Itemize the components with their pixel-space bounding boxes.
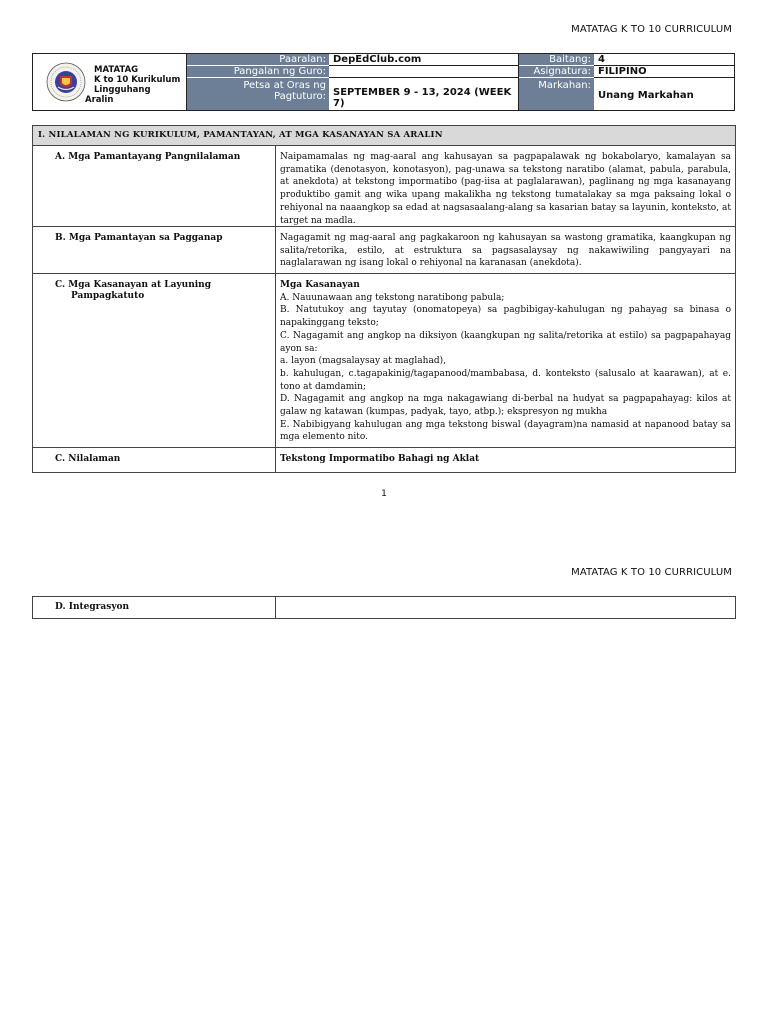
row-content [276, 274, 735, 447]
table-row-kasanayan [33, 274, 735, 448]
list-item: a. layon (magsalaysay at maglahad), [280, 356, 446, 367]
section-heading: I. NILALAMAN NG KURIKULUM, PAMANTAYAN, AT MGA KASANAYAN SA ARALIN [33, 126, 735, 146]
brand-line-4: Aralin [85, 95, 114, 105]
brand-line-3: Lingguhang [94, 85, 151, 95]
brand-text [85, 65, 181, 105]
row-content: Tekstong Impormatibo Bahagi ng Aklat [280, 454, 480, 464]
row-content [276, 597, 735, 618]
petsa-value-line-1: SEPTEMBER 9 - 13, 2024 (WEEK [333, 87, 512, 98]
petsa-label [187, 78, 329, 110]
brand-line-2: K to 10 Kurikulum [94, 75, 181, 85]
table-row-pamantayan-sa-pagganap [33, 227, 735, 274]
integrasyon-table [32, 596, 736, 619]
brand-line-1: MATATAG [94, 65, 139, 75]
paaralan-value: DepEdClub.com [329, 54, 519, 66]
baitang-value: 4 [594, 54, 734, 66]
row-label-line-2: Pampagkatuto [71, 291, 145, 301]
curriculum-content-table [32, 125, 736, 473]
row-label: A. Mga Pamantayang Pangnilalaman [33, 146, 276, 226]
row-label: D. Integrasyon [33, 597, 276, 618]
paaralan-label: Paaralan: [187, 54, 329, 66]
brand-cell [33, 54, 187, 110]
table-row-nilalaman [33, 448, 735, 472]
petsa-label-line-1: Petsa at Oras ng [243, 80, 326, 91]
row-label-line-1: C. Mga Kasanayan at Layuning [55, 280, 212, 290]
markahan-label: Markahan: [519, 78, 594, 110]
baitang-label: Baitang: [519, 54, 594, 66]
asignatura-label: Asignatura: [519, 66, 594, 78]
list-item: B. Natutukoy ang tayutay (onomatopeya) sa pagbibigay-kahulugan ng pahayag sa binasa o napakinggang teksto; [280, 305, 731, 329]
petsa-label-line-2: Pagtuturo: [274, 91, 326, 102]
lesson-info-header [32, 53, 735, 111]
list-item: D. Nagagamit ang angkop na mga nakagawiang di-berbal na hudyat sa pagpapahayag: kilos at galaw ng katawan (kumpas, padyak, tayo, atbp.); ekspresyon ng mukha [280, 394, 731, 418]
deped-seal-icon [46, 62, 86, 102]
petsa-value-line-2: 7) [333, 98, 345, 109]
row-label: B. Mga Pamantayan sa Pagganap [33, 227, 276, 273]
curriculum-header-label: MATATAG K TO 10 CURRICULUM [571, 24, 732, 35]
petsa-value [329, 78, 519, 110]
row-label [33, 274, 276, 447]
list-item: E. Nabibigyang kahulugan ang mga tekstong biswal (dayagram)na namasid at napanood batay sa mga elemento nito. [280, 419, 731, 443]
info-grid [187, 54, 734, 110]
row-content: Nagagamit ng mag-aaral ang pagkakaroon ng kahusayan sa wastong gramatika, kaangkupan ng salita/retorika, estilo, at estruktura sa pagsasalaysay ng nakawiwiling pangyayari na naglalarawan ng isang lokal o rehiyonal na karanasan (anekdota). [280, 233, 731, 269]
row-label: C. Nilalaman [33, 448, 276, 472]
asignatura-value: FILIPINO [594, 66, 734, 78]
list-item: A. Nauunawaan ang tekstong naratibong pabula; [280, 292, 505, 303]
list-item: C. Nagagamit ang angkop na diksiyon (kaangkupan ng salita/retorika at estilo) sa pagpapahayag ayon sa: [280, 330, 731, 354]
guro-value [329, 66, 519, 78]
curriculum-header-label-page-2: MATATAG K TO 10 CURRICULUM [571, 567, 732, 578]
list-item: b. kahulugan, c.tagapakinig/tagapanood/mambabasa, d. konteksto (salusalo at kaarawan), at e. tono at damdamin; [280, 368, 731, 392]
kasanayan-title: Mga Kasanayan [280, 280, 360, 290]
guro-label: Pangalan ng Guro: [187, 66, 329, 78]
page-number: 1 [381, 489, 387, 499]
markahan-value: Unang Markahan [598, 90, 694, 101]
row-content: Naipamamalas ng mag-aaral ang kahusayan sa pagpapalawak ng bokabolaryo, kamalayan sa gramatika (denotasyon, konotasyon), pag-unawa sa tekstong naratibo (alamat, pabula, parabula, at anekdota) at tekstong impormatibo (pag-iisa at paglalarawan), paglinang ng mga kasanayang produktibo gamit ang wika upang makalikha ng tekstong tumatalakay sa mga paksaing lokal o rehiyonal na naaangkop sa edad at nagsasaalang-alang sa kasarian batay sa layunin, konteksto, at target na madla. [280, 152, 731, 226]
table-row-pamantayang-pangnilalaman [33, 146, 735, 227]
